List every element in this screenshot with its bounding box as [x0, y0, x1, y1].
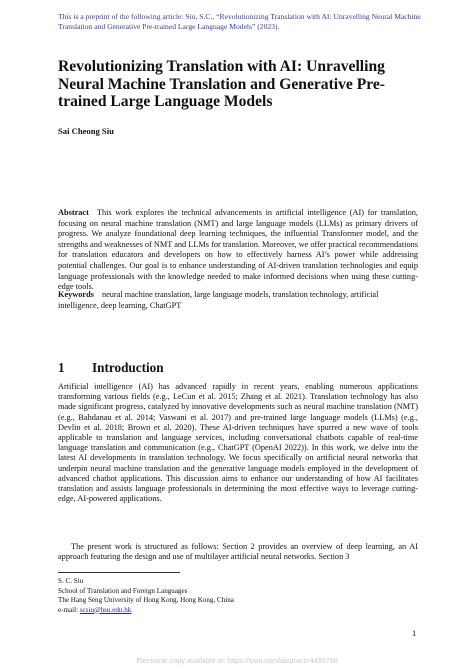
- author-footnote: [58, 577, 418, 615]
- intro-paragraph-2: The present work is structured as follows: Section 2 provides an overview of deep learning, an AI approach featuring the design and use of multilayer artificial neural networks. Section 3: [58, 542, 418, 562]
- author-name: Sai Cheong Siu: [58, 126, 114, 136]
- intro-paragraph-1: Artificial intelligence (AI) has advanced rapidly in recent years, enabling numerous applications transforming various fields (e.g., LeCun et al. 2015; Zhang et al. 2021). Translation technology has also made significant progress, catalyzed by innovative developments such as neural machine translation (NMT) (e.g., Bahdanau et al. 2014; Vaswani et al. 2017) and pre-trained large language models (LLMs) (e.g., Devlin et al. 2018; Brown et al. 2020). These AI-driven techniques have spurred a new wave of tools applicable to translation and language services, including conversational chatbots capable of real-time language translation and communication (e.g., ChatGPT (OpenAI 2022)). In this work, we delve into the latest AI developments in translation technology. We focus specifically on artificial neural networks that underpin neural machine translation and the generative language models employed in the development of advanced chatbot applications. This discussion aims to enhance our understanding of how AI facilitates translation and assists language professionals in determining the most effective ways to leverage cutting-edge, AI-powered applications.: [58, 382, 418, 504]
- keywords-text: neural machine translation, large language models, translation technology, artificial intelligence, deep learning, ChatGPT: [58, 290, 379, 310]
- email-link[interactable]: scsiu@hsu.edu.hk: [79, 605, 132, 614]
- footnote-divider: [58, 572, 180, 573]
- page-number: 1: [412, 628, 417, 638]
- section-title: Introduction: [92, 360, 164, 375]
- abstract: [58, 208, 418, 293]
- section-number: 1: [58, 360, 65, 375]
- abstract-text: This work explores the technical advancements in artificial intelligence (AI) for translation, focusing on neural machine translation (NMT) and large language models (LLMs) as primary drivers of progress. We analyze foundational deep learning techniques, the influential Transformer model, and the strengths and weaknesses of NMT and LLMs for translation. Moreover, we offer practical recommendations for translation educators and developers on how to effectively harness AI’s power while addressing potential challenges. Our goal is to enhance understanding of AI-driven translation technologies and equip language professionals with the knowledge needed to make informed decisions when using these cutting-edge tools.: [58, 208, 418, 292]
- footnote-email-label: e-mail:: [58, 605, 79, 614]
- abstract-label: Abstract: [58, 208, 89, 217]
- footnote-dept: School of Translation and Foreign Languages: [58, 586, 188, 595]
- keywords-label: Keywords: [58, 290, 94, 299]
- footnote-email-line: [58, 606, 418, 616]
- keywords: [58, 290, 418, 311]
- paper-title: Revolutionizing Translation with AI: Unravelling Neural Machine Translation and Generative Pre-trained Large Language Models: [58, 58, 386, 110]
- footnote-univ: The Hang Seng University of Hong Kong, Hong Kong, China: [58, 596, 234, 604]
- ssrn-watermark: Electronic copy available at: https://ssrn.com/abstract=4499768: [136, 656, 338, 665]
- preprint-note: This is a preprint of the following article: Siu, S.C., “Revolutionizing Translation with AI: Unravelling Neural Machine Translation and Generative Pre-trained Large Language Models” (2023).: [58, 12, 421, 31]
- section-heading: [58, 360, 164, 376]
- footnote-name: S. C. Siu: [58, 577, 84, 585]
